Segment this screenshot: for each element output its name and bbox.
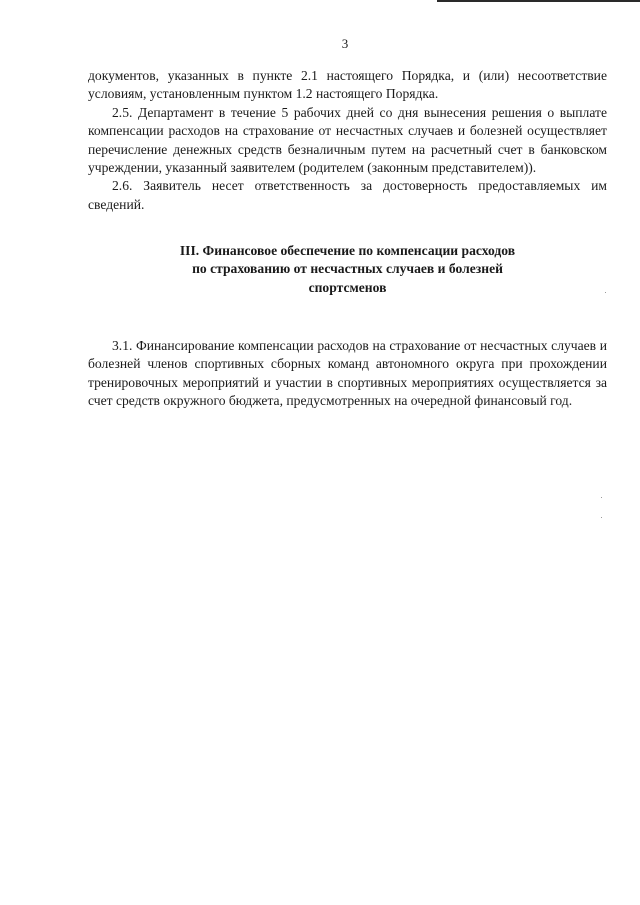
paragraph-2-6: 2.6. Заявитель несет ответственность за достоверность предоставляемых им сведений. xyxy=(88,178,607,212)
scan-speck xyxy=(601,517,602,518)
page-number: 3 xyxy=(341,36,349,51)
paragraph-3-1: 3.1. Финансирование компенсации расходов на страхование от несчастных случаев и болезней членов спортивных сборных команд автономного округа при прохождении тренировочных мероприятий и участии в спортивных мероприятиях осуществляется за счет средств окружного бюджета, предусмотренных на очередной финансовый год. xyxy=(88,338,607,409)
section-3-heading xyxy=(88,242,607,297)
heading-line-3: спортсменов xyxy=(308,279,387,295)
top-border-line xyxy=(437,0,640,2)
scan-speck xyxy=(605,292,606,293)
heading-line-1: III. Финансовое обеспечение по компенсации расходов xyxy=(179,243,516,258)
section-2-text xyxy=(88,67,607,214)
section-3-text xyxy=(88,337,607,411)
heading-line-2: по страхованию от несчастных случаев и болезней xyxy=(192,261,503,277)
paragraph-continuation: документов, указанных в пункте 2.1 настоящего Порядка, и (или) несоответствие условиям, установленным пунктом 1.2 настоящего Порядка. xyxy=(88,68,607,102)
scan-speck xyxy=(601,497,602,498)
paragraph-2-5: 2.5. Департамент в течение 5 рабочих дней со дня вынесения решения о выплате компенсации расходов на страхование от несчастных случаев и болезней осуществляет перечисление денежных средств безналичным путем на расчетный счет в банковском учреждении, указанный заявителем (родителем (законным представителем)). xyxy=(88,104,607,176)
